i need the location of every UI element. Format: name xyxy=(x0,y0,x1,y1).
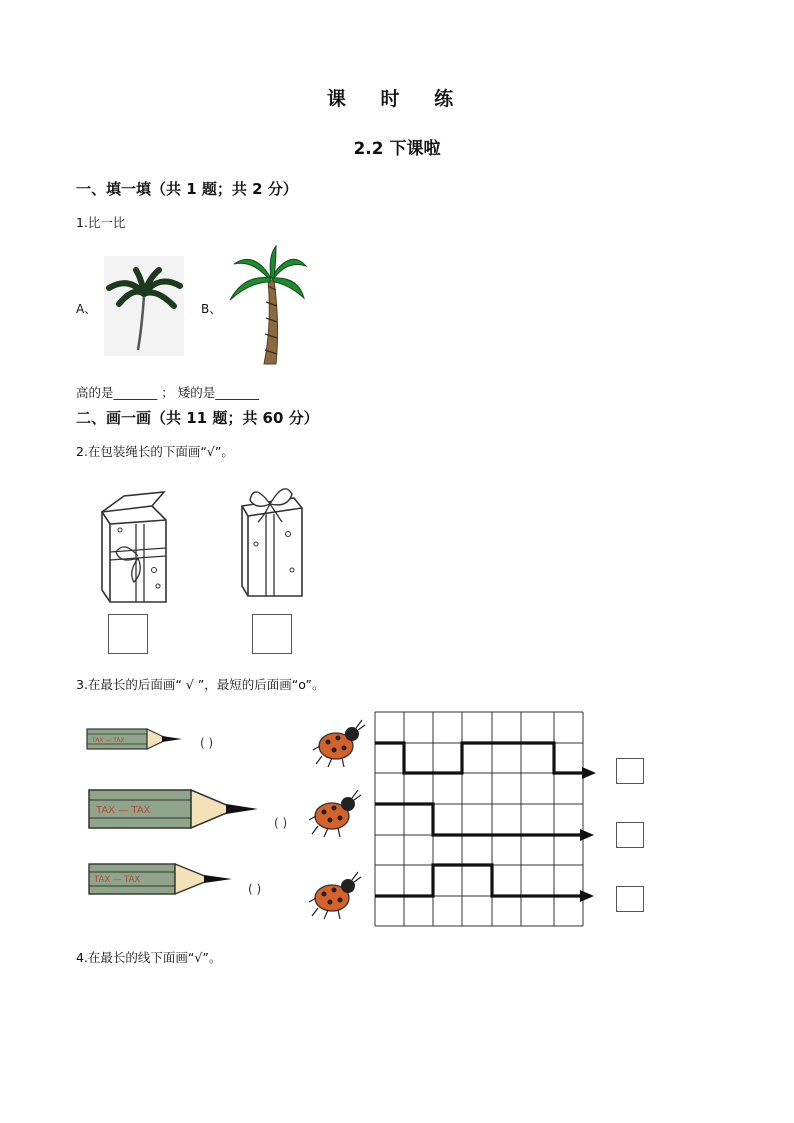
palm-tree-a-image xyxy=(104,256,184,356)
question-2-text: 2.在包装绳长的下面画“√”。 xyxy=(76,444,234,459)
section-heading-2: 二、画一画（共 11 题；共 60 分） xyxy=(76,409,319,427)
paren-pencil-3[interactable]: ( ) xyxy=(248,882,262,896)
page-subtitle: 2.2 下课啦 xyxy=(353,139,441,159)
answer-box-gift-2[interactable] xyxy=(252,614,292,654)
svg-text:TAX — TAX: TAX — TAX xyxy=(96,805,151,816)
pencil-long-image xyxy=(86,786,262,832)
svg-text:TAX — TAX: TAX — TAX xyxy=(94,875,141,885)
pencil-medium-image xyxy=(86,860,236,898)
ladybug-2-image xyxy=(308,786,362,838)
question-1-answer-line[interactable]: 高的是_______ ； 矮的是_______ xyxy=(76,385,259,400)
ladybug-3-image xyxy=(308,868,362,920)
question-4-text: 4.在最长的线下面画“√”。 xyxy=(76,950,222,965)
section-heading-1: 一、填一填（共 1 题；共 2 分） xyxy=(76,180,298,198)
palm-tree-b-image xyxy=(224,244,308,368)
answer-box-gift-1[interactable] xyxy=(108,614,148,654)
answer-box-path-1[interactable] xyxy=(616,758,644,784)
gift-box-2-image xyxy=(236,474,308,600)
page-title: 课 时 练 xyxy=(326,88,468,110)
question-3-text: 3.在最长的后面画“ √ ”，最短的后面画“o”。 xyxy=(76,677,325,692)
paren-pencil-2[interactable]: ( ) xyxy=(274,816,288,830)
option-b-label: B、 xyxy=(201,302,222,316)
pencil-short-image xyxy=(86,726,186,752)
svg-text:TAX — TAX: TAX — TAX xyxy=(92,737,125,744)
question-1-text: 1.比一比 xyxy=(76,215,126,230)
answer-box-path-3[interactable] xyxy=(616,886,644,912)
paren-pencil-1[interactable]: ( ) xyxy=(200,736,214,750)
option-a-label: A、 xyxy=(76,302,97,316)
gift-box-1-image xyxy=(94,490,174,606)
path-grid-diagram xyxy=(370,708,602,932)
ladybug-1-image xyxy=(312,716,366,768)
answer-box-path-2[interactable] xyxy=(616,822,644,848)
